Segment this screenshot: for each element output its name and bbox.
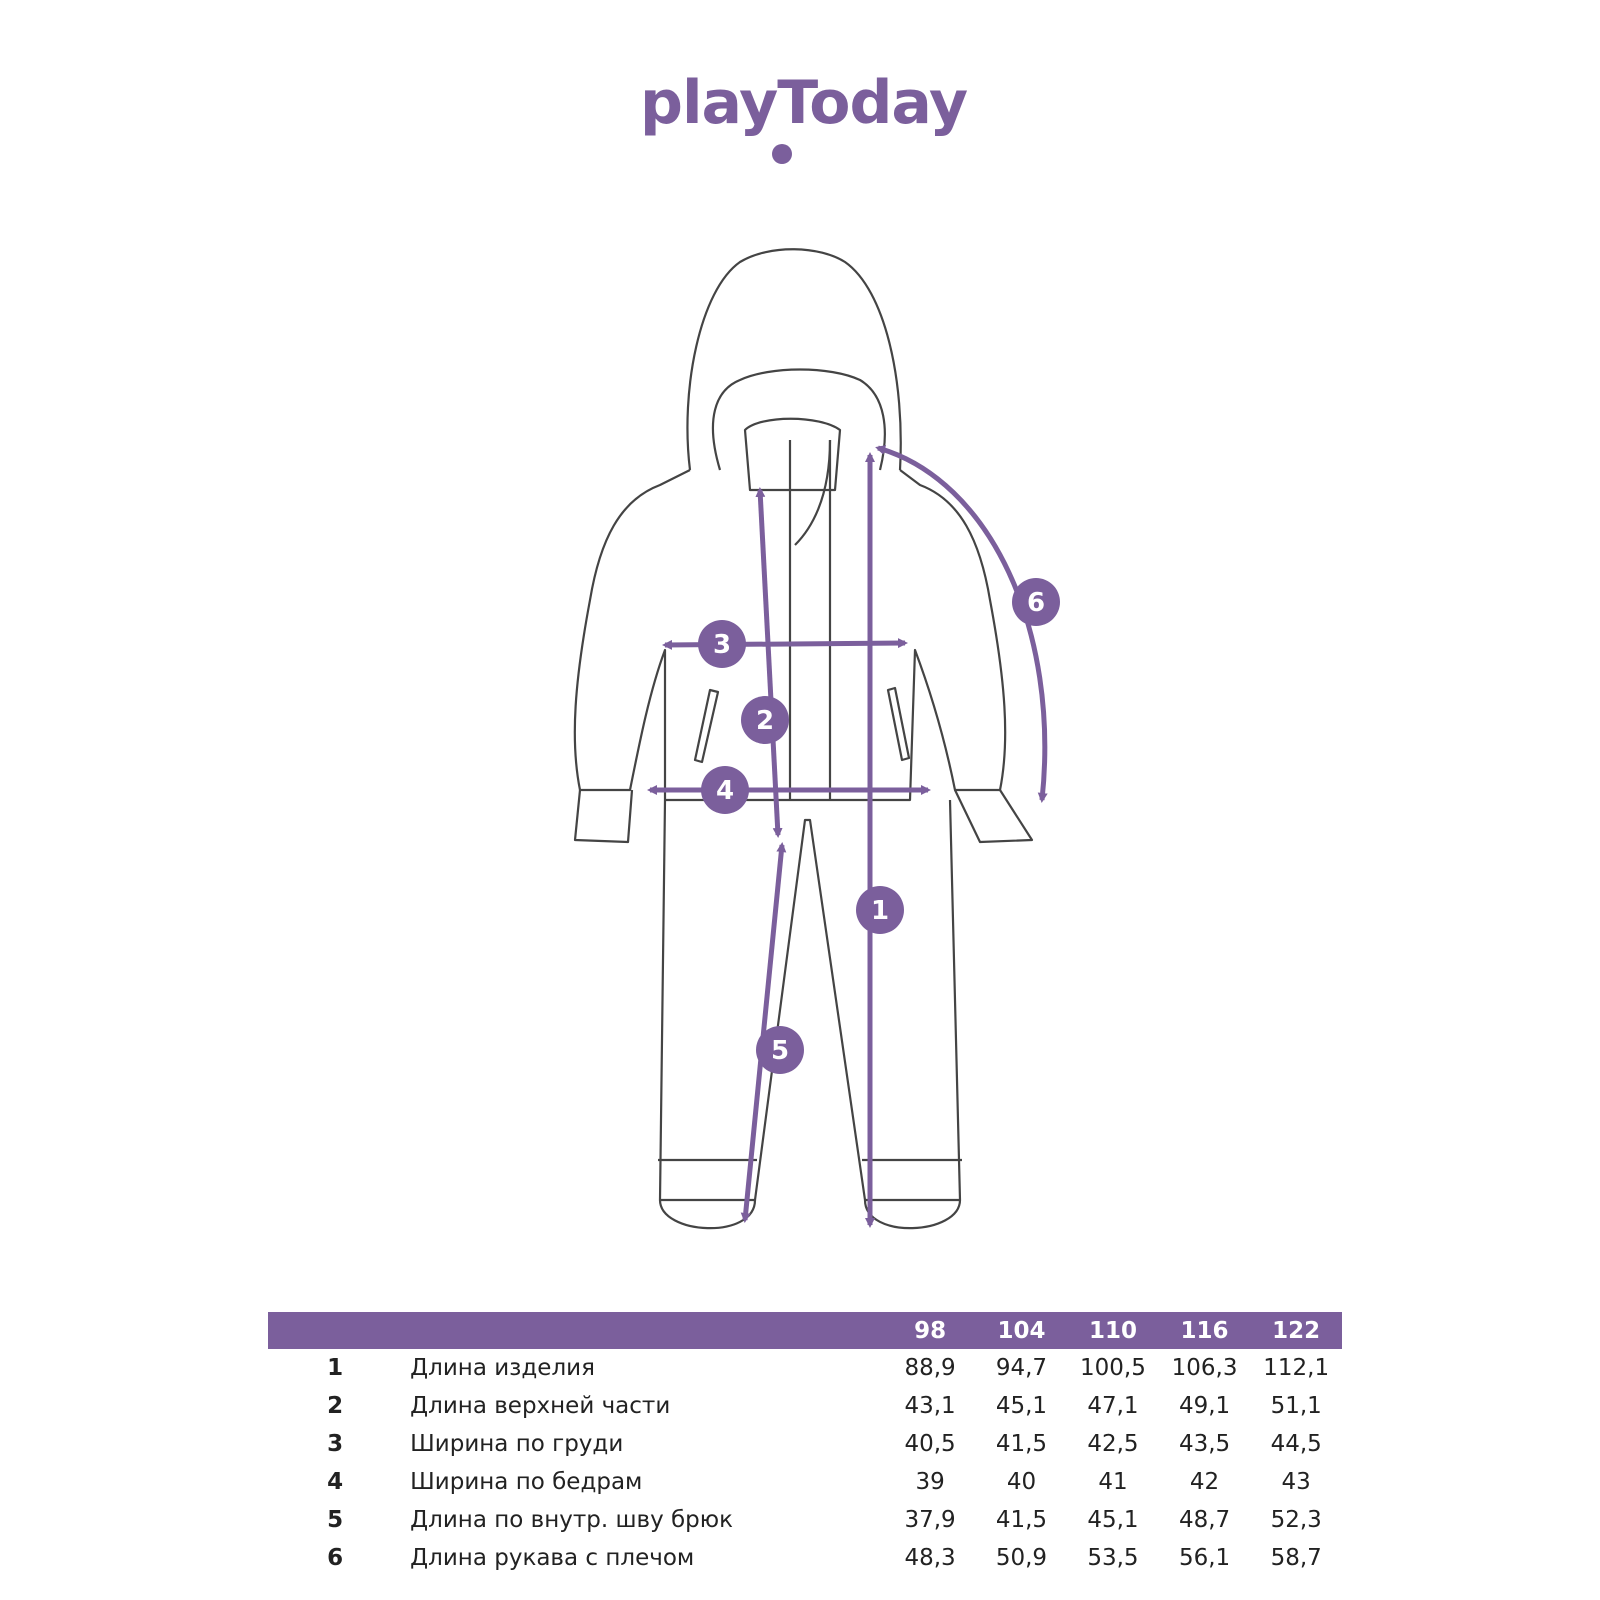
table-row xyxy=(268,1501,1342,1539)
row-value: 45,1 xyxy=(1087,1507,1139,1533)
size-header: 116 xyxy=(1159,1312,1251,1349)
table-row xyxy=(268,1425,1342,1463)
marker-1-label: 1 xyxy=(870,896,890,926)
row-label: Длина изделия xyxy=(410,1355,595,1381)
row-value: 88,9 xyxy=(904,1355,956,1381)
size-header: 122 xyxy=(1250,1312,1342,1349)
brand-logo-text: playToday xyxy=(640,68,968,138)
row-label: Длина рукава с плечом xyxy=(410,1545,695,1571)
size-table xyxy=(268,1312,1342,1577)
row-value: 50,9 xyxy=(995,1545,1048,1571)
table-row xyxy=(268,1539,1342,1577)
row-value: 51,1 xyxy=(1270,1393,1322,1419)
marker-1 xyxy=(856,886,904,934)
marker-2 xyxy=(741,696,789,744)
measure-line-6 xyxy=(878,448,1045,800)
row-value: 41 xyxy=(1098,1469,1128,1495)
row-label: Длина верхней части xyxy=(410,1393,671,1419)
measurement-markers xyxy=(698,578,1060,1074)
row-label: Ширина по бедрам xyxy=(410,1469,643,1495)
row-value: 43,1 xyxy=(904,1393,956,1419)
size-header: 98 xyxy=(884,1312,975,1349)
marker-3-label: 3 xyxy=(712,630,732,660)
row-number: 2 xyxy=(327,1393,344,1419)
marker-4-label: 4 xyxy=(715,776,735,806)
table-row xyxy=(268,1463,1342,1501)
marker-6 xyxy=(1012,578,1060,626)
row-label: Длина по внутр. шву брюк xyxy=(410,1507,734,1533)
row-value: 43 xyxy=(1281,1469,1311,1495)
row-value: 43,5 xyxy=(1178,1431,1231,1457)
row-value: 41,5 xyxy=(995,1507,1048,1533)
table-row xyxy=(268,1349,1342,1387)
row-value: 48,3 xyxy=(904,1545,956,1571)
row-value: 94,7 xyxy=(995,1355,1048,1381)
header-blank-label xyxy=(402,1312,884,1349)
jumpsuit-outline xyxy=(575,249,1032,1228)
measure-line-2 xyxy=(760,490,778,835)
row-label: Ширина по груди xyxy=(410,1431,624,1457)
row-value: 106,3 xyxy=(1171,1355,1238,1381)
row-value: 42,5 xyxy=(1087,1431,1139,1457)
row-value: 42 xyxy=(1189,1469,1220,1495)
row-value: 56,1 xyxy=(1178,1545,1231,1571)
row-number: 6 xyxy=(327,1545,344,1571)
row-value: 48,7 xyxy=(1178,1507,1231,1533)
row-value: 40,5 xyxy=(904,1431,956,1457)
measurement-lines xyxy=(650,448,1045,1225)
marker-4 xyxy=(701,766,749,814)
row-number: 1 xyxy=(327,1355,344,1381)
header-blank-num xyxy=(268,1312,402,1349)
marker-5 xyxy=(756,1026,804,1074)
size-header: 104 xyxy=(976,1312,1067,1349)
marker-3 xyxy=(698,620,746,668)
row-value: 45,1 xyxy=(995,1393,1048,1419)
row-value: 100,5 xyxy=(1080,1355,1146,1381)
row-value: 49,1 xyxy=(1178,1393,1231,1419)
row-number: 5 xyxy=(327,1507,344,1533)
marker-6-label: 6 xyxy=(1026,588,1046,618)
row-value: 44,5 xyxy=(1270,1431,1322,1457)
row-value: 41,5 xyxy=(995,1431,1048,1457)
row-value: 47,1 xyxy=(1087,1393,1139,1419)
row-value: 58,7 xyxy=(1270,1545,1322,1571)
marker-2-label: 2 xyxy=(755,706,775,736)
row-value: 112,1 xyxy=(1263,1355,1330,1381)
row-value: 37,9 xyxy=(904,1507,956,1533)
size-header-row xyxy=(268,1312,1342,1349)
size-header: 110 xyxy=(1067,1312,1159,1349)
row-value: 53,5 xyxy=(1087,1545,1139,1571)
row-number: 3 xyxy=(327,1431,344,1457)
row-value: 39 xyxy=(915,1469,945,1495)
row-value: 40 xyxy=(1006,1469,1037,1495)
row-value: 52,3 xyxy=(1270,1507,1322,1533)
table-row xyxy=(268,1387,1342,1425)
marker-5-label: 5 xyxy=(770,1036,790,1066)
row-number: 4 xyxy=(327,1469,344,1495)
